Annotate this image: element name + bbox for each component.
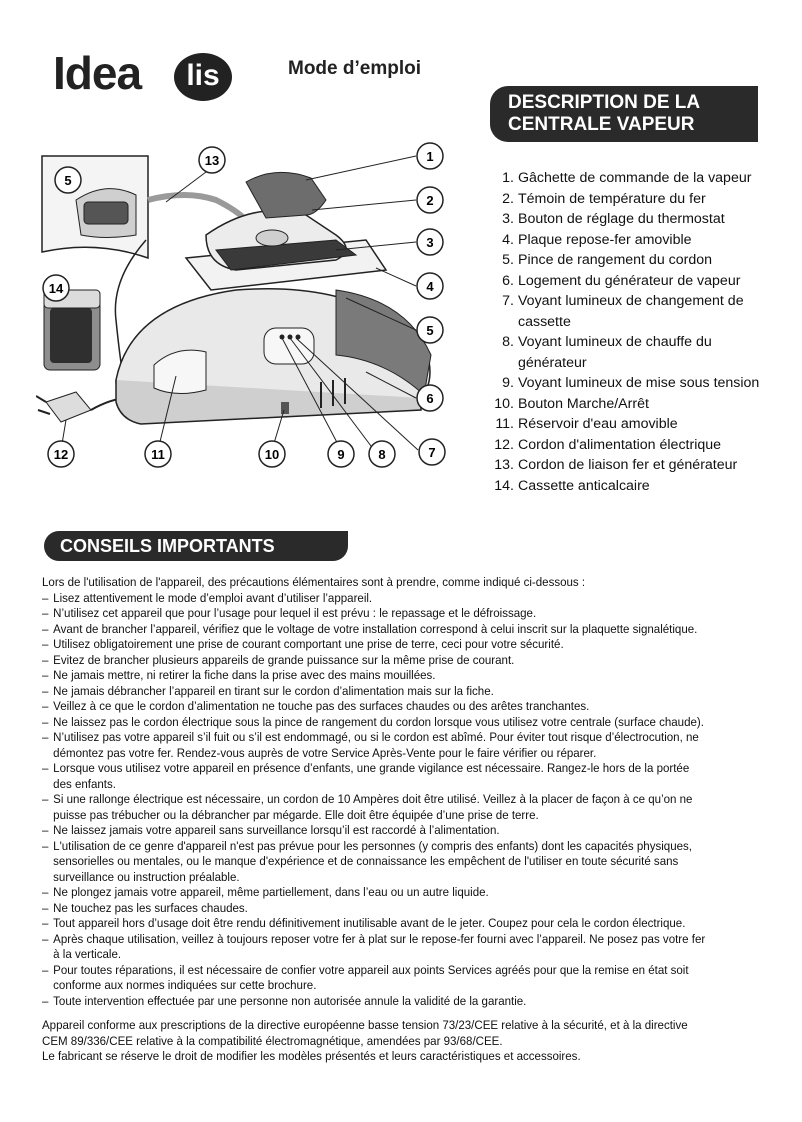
parts-list-item xyxy=(488,394,778,415)
parts-list-number: 3. xyxy=(502,211,514,227)
safety-advice xyxy=(42,575,710,1065)
advice-item: – Avant de brancher l’appareil, vérifiez que le voltage de votre installation correspond à celui inscrit sur la plaquette signalétique. xyxy=(42,621,698,636)
parts-list-item xyxy=(488,168,778,189)
parts-list-label: Bouton de réglage du thermostat xyxy=(518,211,725,227)
advice-item: – N’utilisez pas votre appareil s’il fuit ou s’il est endommagé, ou si le cordon est abîmé. Pour éviter tout risque d’électrocution, ne démontez pas votre fer. Rendez-vous auprès de votre Service Après-Vente pour le faire vérifier ou réparer. xyxy=(42,730,699,760)
parts-list-number: 8. xyxy=(502,334,514,350)
parts-list-label: Cassette anticalcaire xyxy=(518,477,650,494)
parts-list-label: Voyant lumineux de chauffe du générateur xyxy=(518,334,712,371)
parts-list-label: Gâchette de commande de la vapeur xyxy=(518,170,752,186)
advice-item-text: L'utilisation de ce genre d'appareil n'est pas prévue pour les personnes (y compris des enfants) dont les capacités physiques, sensorielles ou mentales, ou le manque d'expérience et de connaissance les empêchent de l'utiliser en toute sécurité sans surveillance ou instruction préalable. xyxy=(53,838,692,884)
callout-5: 5 xyxy=(426,323,434,338)
callout-14: 14 xyxy=(48,281,64,296)
advice-item: – Lisez attentivement le mode d’emploi avant d’utiliser l’appareil. xyxy=(42,590,373,605)
parts-list-number: 7. xyxy=(502,293,514,309)
parts-list-number: 13. xyxy=(494,457,514,473)
advice-item-text: Evitez de brancher plusieurs appareils de grande puissance sur la même prise de courant. xyxy=(53,652,515,667)
compliance-notice: Appareil conforme aux prescriptions de la directive européenne basse tension 73/23/CEE relative à la sécurité, et à la directive CEM 89/336/CEE relative à la compatibilité électromagnétique, amendées par 93/68/CEE. xyxy=(42,1018,688,1048)
advice-item: – Lorsque vous utilisez votre appareil en présence d’enfants, une grande vigilance est nécessaire. Rangez-le hors de la portée des enfants. xyxy=(42,761,690,791)
advice-item: – Ne laissez jamais votre appareil sans surveillance lorsqu’il est raccordé à l’alimentation. xyxy=(42,823,500,837)
parts-list-label: Cordon de liaison fer et générateur xyxy=(518,457,738,473)
parts-list-number: 6. xyxy=(502,272,514,289)
description-heading-line1: DESCRIPTION DE LA xyxy=(508,92,701,113)
parts-list-label: Voyant lumineux de changement de cassette xyxy=(518,293,744,330)
advice-item: – L'utilisation de ce genre d'appareil n'est pas prévue pour les personnes (y compris des enfants) dont les capacités physiques, sensorielles ou mentales, ou le manque d'expérience et de connaissance les empêchent de l'utiliser en toute sécurité sans surveillance ou instruction préalable. xyxy=(42,838,692,884)
advice-item-text: Veillez à ce que le cordon d’alimentation ne touche pas des surfaces chaudes ou des arêtes tranchantes. xyxy=(53,699,590,713)
advice-item: – Ne jamais débrancher l’appareil en tirant sur le cordon d’alimentation mais sur la fiche. xyxy=(42,683,494,698)
advice-item: – Pour toutes réparations, il est nécessaire de confier votre appareil aux points Services agréés pour que la remise en état soit conforme aux normes indiquées sur cette brochure. xyxy=(42,962,689,992)
advice-list xyxy=(42,591,710,1010)
parts-list-label: Témoin de température du fer xyxy=(518,190,706,207)
advice-item-text: Toute intervention effectuée par une personne non autorisée annule la validité de la garantie. xyxy=(53,993,527,1008)
advice-item-text: N’utilisez cet appareil que pour l’usage pour lequel il est prévu : le repassage et le défroissage. xyxy=(53,606,537,620)
advice-item: – Ne touchez pas les surfaces chaudes. xyxy=(42,900,248,915)
advice-item: – Ne laissez pas le cordon électrique sous la pince de rangement du cordon lorsque vous utilisez votre centrale (surface chaude). xyxy=(42,714,704,729)
parts-list-number: 9. xyxy=(502,375,514,391)
callout-7: 7 xyxy=(428,445,436,460)
parts-list-number: 1. xyxy=(502,170,514,186)
parts-list-number: 5. xyxy=(502,252,514,268)
parts-list-item xyxy=(488,435,778,456)
anticalc-cassette xyxy=(44,290,100,370)
parts-list-label: Pince de rangement du cordon xyxy=(518,252,713,268)
brand-logo-badge: lis xyxy=(174,53,232,101)
advice-item-text: Après chaque utilisation, veillez à toujours reposer votre fer à plat sur le repose-fer fourni avec l’appareil. Ne posez pas votre fer à la verticale. xyxy=(53,931,706,961)
callout-11: 11 xyxy=(151,447,165,462)
advice-item-text: Pour toutes réparations, il est nécessaire de confier votre appareil aux points Services agréés pour que la remise en état soit conforme aux normes indiquées sur cette brochure. xyxy=(53,962,689,992)
advice-item-text: Lorsque vous utilisez votre appareil en présence d’enfants, une grande vigilance est nécessaire. Rangez-le hors de la portée des enfants. xyxy=(53,761,690,791)
parts-list-item xyxy=(488,332,778,373)
parts-list-item xyxy=(488,271,778,292)
callout-1: 1 xyxy=(426,149,434,164)
advice-item: – Tout appareil hors d’usage doit être rendu définitivement inutilisable avant de le jeter. Coupez pour cela le cordon électrique. xyxy=(42,916,686,930)
advice-item-text: Ne plongez jamais votre appareil, même partiellement, dans l’eau ou un autre liquide. xyxy=(53,885,489,899)
parts-list-item xyxy=(488,476,778,497)
parts-list-item xyxy=(488,209,778,230)
advice-item: – Si une rallonge électrique est nécessaire, un cordon de 10 Ampères doit être utilisé. Veillez à la placer de façon à ce qu’on ne puisse pas trébucher ou la débrancher par mégarde. Elle doit être équipée d’une prise de terre. xyxy=(42,792,693,822)
description-heading-line2: CENTRALE VAPEUR xyxy=(508,114,695,135)
callout-2: 2 xyxy=(426,193,434,208)
parts-list-label: Voyant lumineux de mise sous tension xyxy=(518,375,760,391)
parts-list-label: Bouton Marche/Arrêt xyxy=(518,395,649,412)
parts-list-label: Logement du générateur de vapeur xyxy=(518,272,741,289)
parts-list-number: 10. xyxy=(494,395,514,412)
advice-item: – Toute intervention effectuée par une personne non autorisée annule la validité de la garantie. xyxy=(42,993,527,1008)
advice-item: – Utilisez obligatoirement une prise de courant comportant une prise de terre, ceci pour votre sécurité. xyxy=(42,637,564,651)
manual-title: Mode d’emploi xyxy=(288,58,421,79)
manufacturer-notice: Le fabricant se réserve le droit de modifier les modèles présentés et leurs caractéristiques et accessoires. xyxy=(42,1049,581,1063)
advice-item: – Evitez de brancher plusieurs appareils de grande puissance sur la même prise de courant. xyxy=(42,652,515,667)
parts-list-label: Cordon d'alimentation électrique xyxy=(518,436,722,453)
advice-item-text: Ne touchez pas les surfaces chaudes. xyxy=(53,900,248,915)
advice-item: – Ne jamais mettre, ni retirer la fiche dans la prise avec des mains mouillées. xyxy=(42,668,436,682)
advice-item-text: N’utilisez pas votre appareil s’il fuit ou s’il est endommagé, ou si le cordon est abîmé. Pour éviter tout risque d’électrocution, ne démontez pas votre fer. Rendez-vous auprès de votre Service Après-Vente pour le faire vérifier ou réparer. xyxy=(53,730,699,760)
advice-item-text: Ne jamais débrancher l’appareil en tirant sur le cordon d’alimentation mais sur la fiche. xyxy=(53,683,494,698)
parts-list-item xyxy=(488,291,778,332)
advice-item-text: Si une rallonge électrique est nécessaire, un cordon de 10 Ampères doit être utilisé. Veillez à la placer de façon à ce qu’on ne puisse pas trébucher ou la débrancher par mégarde. Elle doit être équipée d’une prise de terre. xyxy=(53,792,693,822)
advice-item-text: Avant de brancher l’appareil, vérifiez que le voltage de votre installation correspond à celui inscrit sur la plaquette signalétique. xyxy=(53,621,698,636)
advice-item: – N’utilisez cet appareil que pour l’usage pour lequel il est prévu : le repassage et le défroissage. xyxy=(42,606,537,620)
brand-logo-text: Idea xyxy=(53,47,142,99)
parts-list-number: 11. xyxy=(495,416,514,432)
callout-9: 9 xyxy=(337,447,345,462)
parts-list-item xyxy=(488,189,778,210)
callout-12: 12 xyxy=(53,447,69,462)
parts-list-number: 14. xyxy=(494,477,514,494)
parts-list-label: Réservoir d'eau amovible xyxy=(518,416,678,432)
parts-list-number: 2. xyxy=(502,190,514,207)
advice-item-text: Ne jamais mettre, ni retirer la fiche dans la prise avec des mains mouillées. xyxy=(53,668,436,682)
advice-item: – Ne plongez jamais votre appareil, même partiellement, dans l’eau ou un autre liquide. xyxy=(42,885,489,899)
steam-station-diagram xyxy=(36,140,456,470)
parts-list-item xyxy=(488,230,778,251)
advice-intro: Lors de l'utilisation de l'appareil, des précautions élémentaires sont à prendre, comme indiqué ci-dessous : xyxy=(42,575,586,589)
advice-item: – Veillez à ce que le cordon d’alimentation ne touche pas des surfaces chaudes ou des arêtes tranchantes. xyxy=(42,699,590,713)
parts-list-item xyxy=(488,455,778,476)
advice-item-text: Ne laissez pas le cordon électrique sous la pince de rangement du cordon lorsque vous utilisez votre centrale (surface chaude). xyxy=(53,714,704,729)
advice-item-text: Tout appareil hors d’usage doit être rendu définitivement inutilisable avant de le jeter. Coupez pour cela le cordon électrique. xyxy=(53,916,686,930)
advice-item-text: Ne laissez jamais votre appareil sans surveillance lorsqu’il est raccordé à l’alimentation. xyxy=(53,823,500,837)
callout-13: 13 xyxy=(204,153,220,168)
conseils-heading: CONSEILS IMPORTANTS xyxy=(44,531,348,561)
steam-iron xyxy=(206,172,356,270)
parts-list-item xyxy=(488,373,778,394)
parts-list xyxy=(488,168,778,496)
callout-4: 4 xyxy=(426,279,434,294)
advice-item: – Après chaque utilisation, veillez à toujours reposer votre fer à plat sur le repose-fer fourni avec l’appareil. Ne posez pas votre fer à la verticale. xyxy=(42,931,706,961)
description-heading xyxy=(490,86,758,142)
advice-item-text: Lisez attentivement le mode d’emploi avant d’utiliser l’appareil. xyxy=(53,590,373,605)
callout-8: 8 xyxy=(378,447,386,462)
callout-10: 10 xyxy=(264,447,280,462)
parts-list-item xyxy=(488,250,778,271)
parts-list-number: 4. xyxy=(502,231,514,248)
callout-3: 3 xyxy=(426,235,434,250)
parts-list-item xyxy=(488,414,778,435)
parts-list-number: 12. xyxy=(494,436,514,453)
generator-base xyxy=(116,289,434,424)
advice-item-text: Utilisez obligatoirement une prise de courant comportant une prise de terre, ceci pour votre sécurité. xyxy=(53,637,564,651)
callout-5-inset: 5 xyxy=(64,173,72,188)
parts-list-label: Plaque repose-fer amovible xyxy=(518,231,692,248)
callout-6: 6 xyxy=(426,391,434,406)
